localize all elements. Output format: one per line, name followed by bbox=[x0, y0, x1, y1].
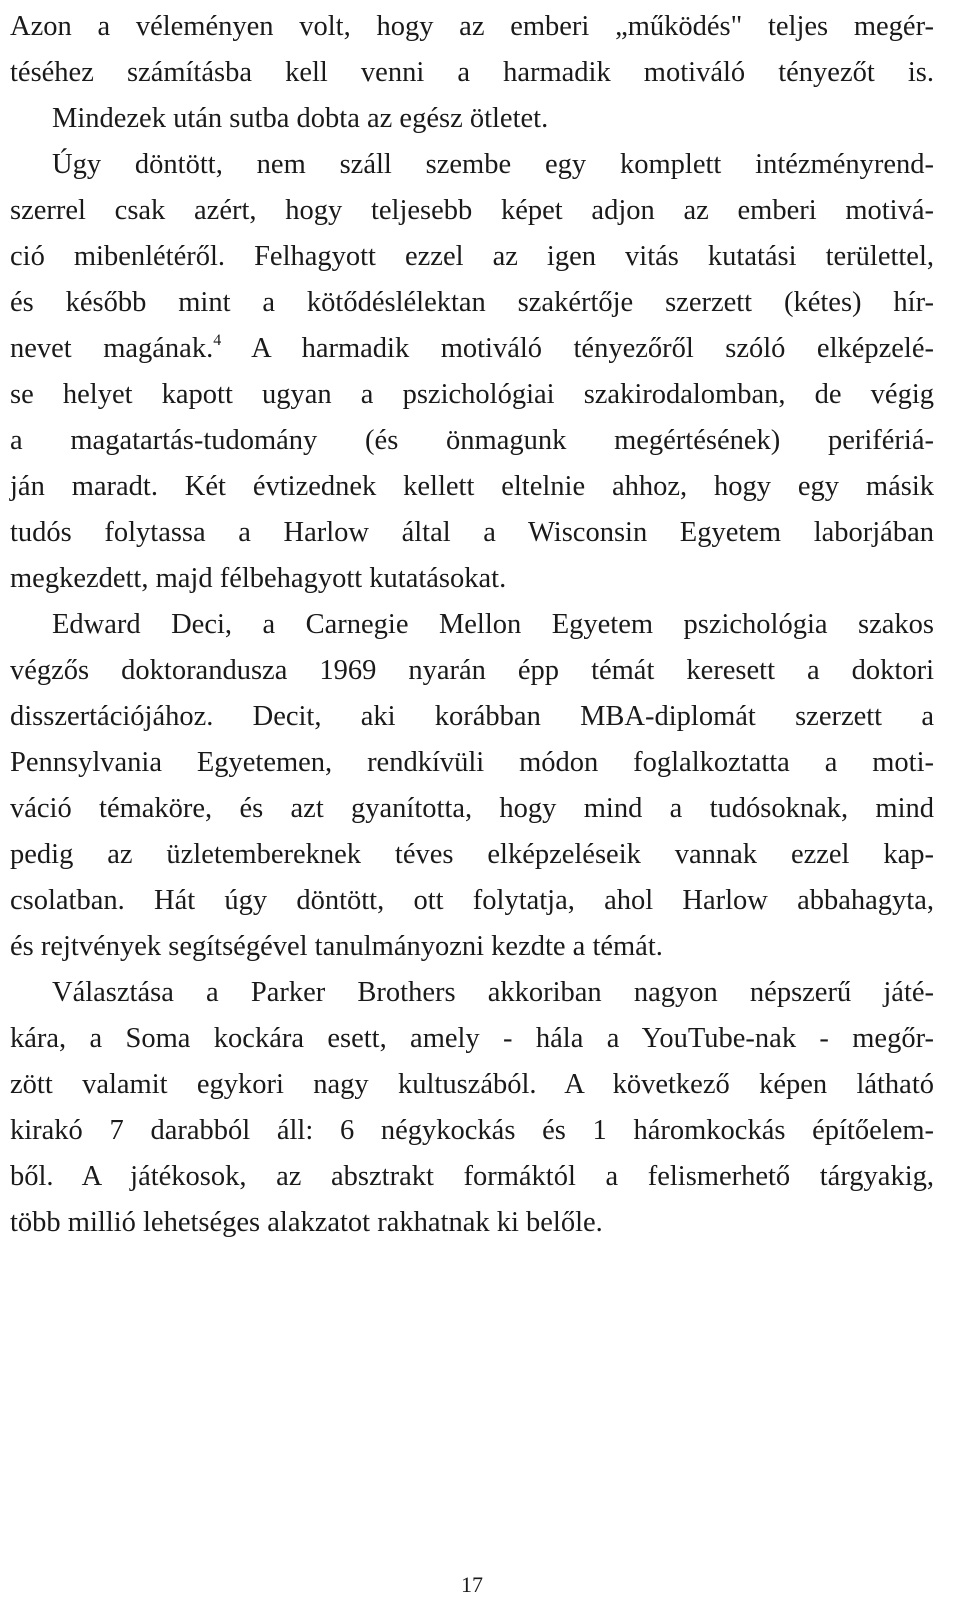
text-line: ció mibenlétéről. Felhagyott ezzel az igen vitás kutatási területtel, bbox=[10, 241, 934, 272]
text-line: a magatartás-tudomány (és önmagunk megértésének) perifériá- bbox=[10, 425, 934, 456]
text-line: végzős doktorandusza 1969 nyarán épp témát keresett a doktori bbox=[10, 655, 934, 686]
text-line: ján maradt. Két évtizednek kellett eltelnie ahhoz, hogy egy másik bbox=[10, 471, 934, 502]
text-line: téséhez számításba kell venni a harmadik motiváló tényezőt is. bbox=[10, 57, 934, 88]
text-line: tudós folytassa a Harlow által a Wisconsin Egyetem laborjában bbox=[10, 517, 934, 548]
text-line: Úgy döntött, nem száll szembe egy komplett intézményrend- bbox=[52, 149, 934, 180]
text-line: Mindezek után sutba dobta az egész ötletet. bbox=[52, 103, 549, 134]
text-line: se helyet kapott ugyan a pszichológiai szakirodalomban, de végig bbox=[10, 379, 934, 410]
text-line: disszertációjához. Decit, aki korábban MBA-diplomát szerzett a bbox=[10, 701, 934, 732]
text-line: Azon a véleményen volt, hogy az emberi „működés" teljes megér- bbox=[10, 11, 934, 42]
text-line: Választása a Parker Brothers akkoriban nagyon népszerű játé- bbox=[52, 977, 934, 1008]
text-line: Pennsylvania Egyetemen, rendkívüli módon foglalkoztatta a moti- bbox=[10, 747, 934, 778]
text-segment: A harmadik motiváló tényezőről szóló elképzelé- bbox=[221, 333, 934, 364]
text-line: kára, a Soma kockára esett, amely - hála a YouTube-nak - megőr- bbox=[10, 1023, 934, 1054]
text-line: pedig az üzletembereknek téves elképzeléseik vannak ezzel kap- bbox=[10, 839, 934, 870]
text-line: és később mint a kötődéslélektan szakértője szerzett (kétes) hír- bbox=[10, 287, 934, 318]
text-line: zött valamit egykori nagy kultuszából. A következő képen látható bbox=[10, 1069, 934, 1100]
text-line: váció témaköre, és azt gyanította, hogy mind a tudósoknak, mind bbox=[10, 793, 934, 824]
text-line: megkezdett, majd félbehagyott kutatásokat. bbox=[10, 563, 507, 594]
text-line: és rejtvények segítségével tanulmányozni kezdte a témát. bbox=[10, 931, 663, 962]
body-text bbox=[10, 4, 934, 1246]
text-line: kirakó 7 darabból áll: 6 négykockás és 1 háromkockás építőelem- bbox=[10, 1115, 934, 1146]
text-line: ből. A játékosok, az absztrakt formáktól a felismerhető tárgyakig, bbox=[10, 1161, 934, 1192]
text-line: szerrel csak azért, hogy teljesebb képet adjon az emberi motivá- bbox=[10, 195, 934, 226]
text-line: Edward Deci, a Carnegie Mellon Egyetem pszichológia szakos bbox=[52, 609, 934, 640]
text-segment: nevet magának. bbox=[10, 333, 214, 364]
text-line: csolatban. Hát úgy döntött, ott folytatja, ahol Harlow abbahagyta, bbox=[10, 885, 934, 916]
text-line bbox=[10, 326, 934, 372]
footnote-marker: 4 bbox=[213, 332, 222, 349]
page-number: 17 bbox=[461, 1572, 483, 1597]
text-line: több millió lehetséges alakzatot rakhatnak ki belőle. bbox=[10, 1207, 603, 1238]
